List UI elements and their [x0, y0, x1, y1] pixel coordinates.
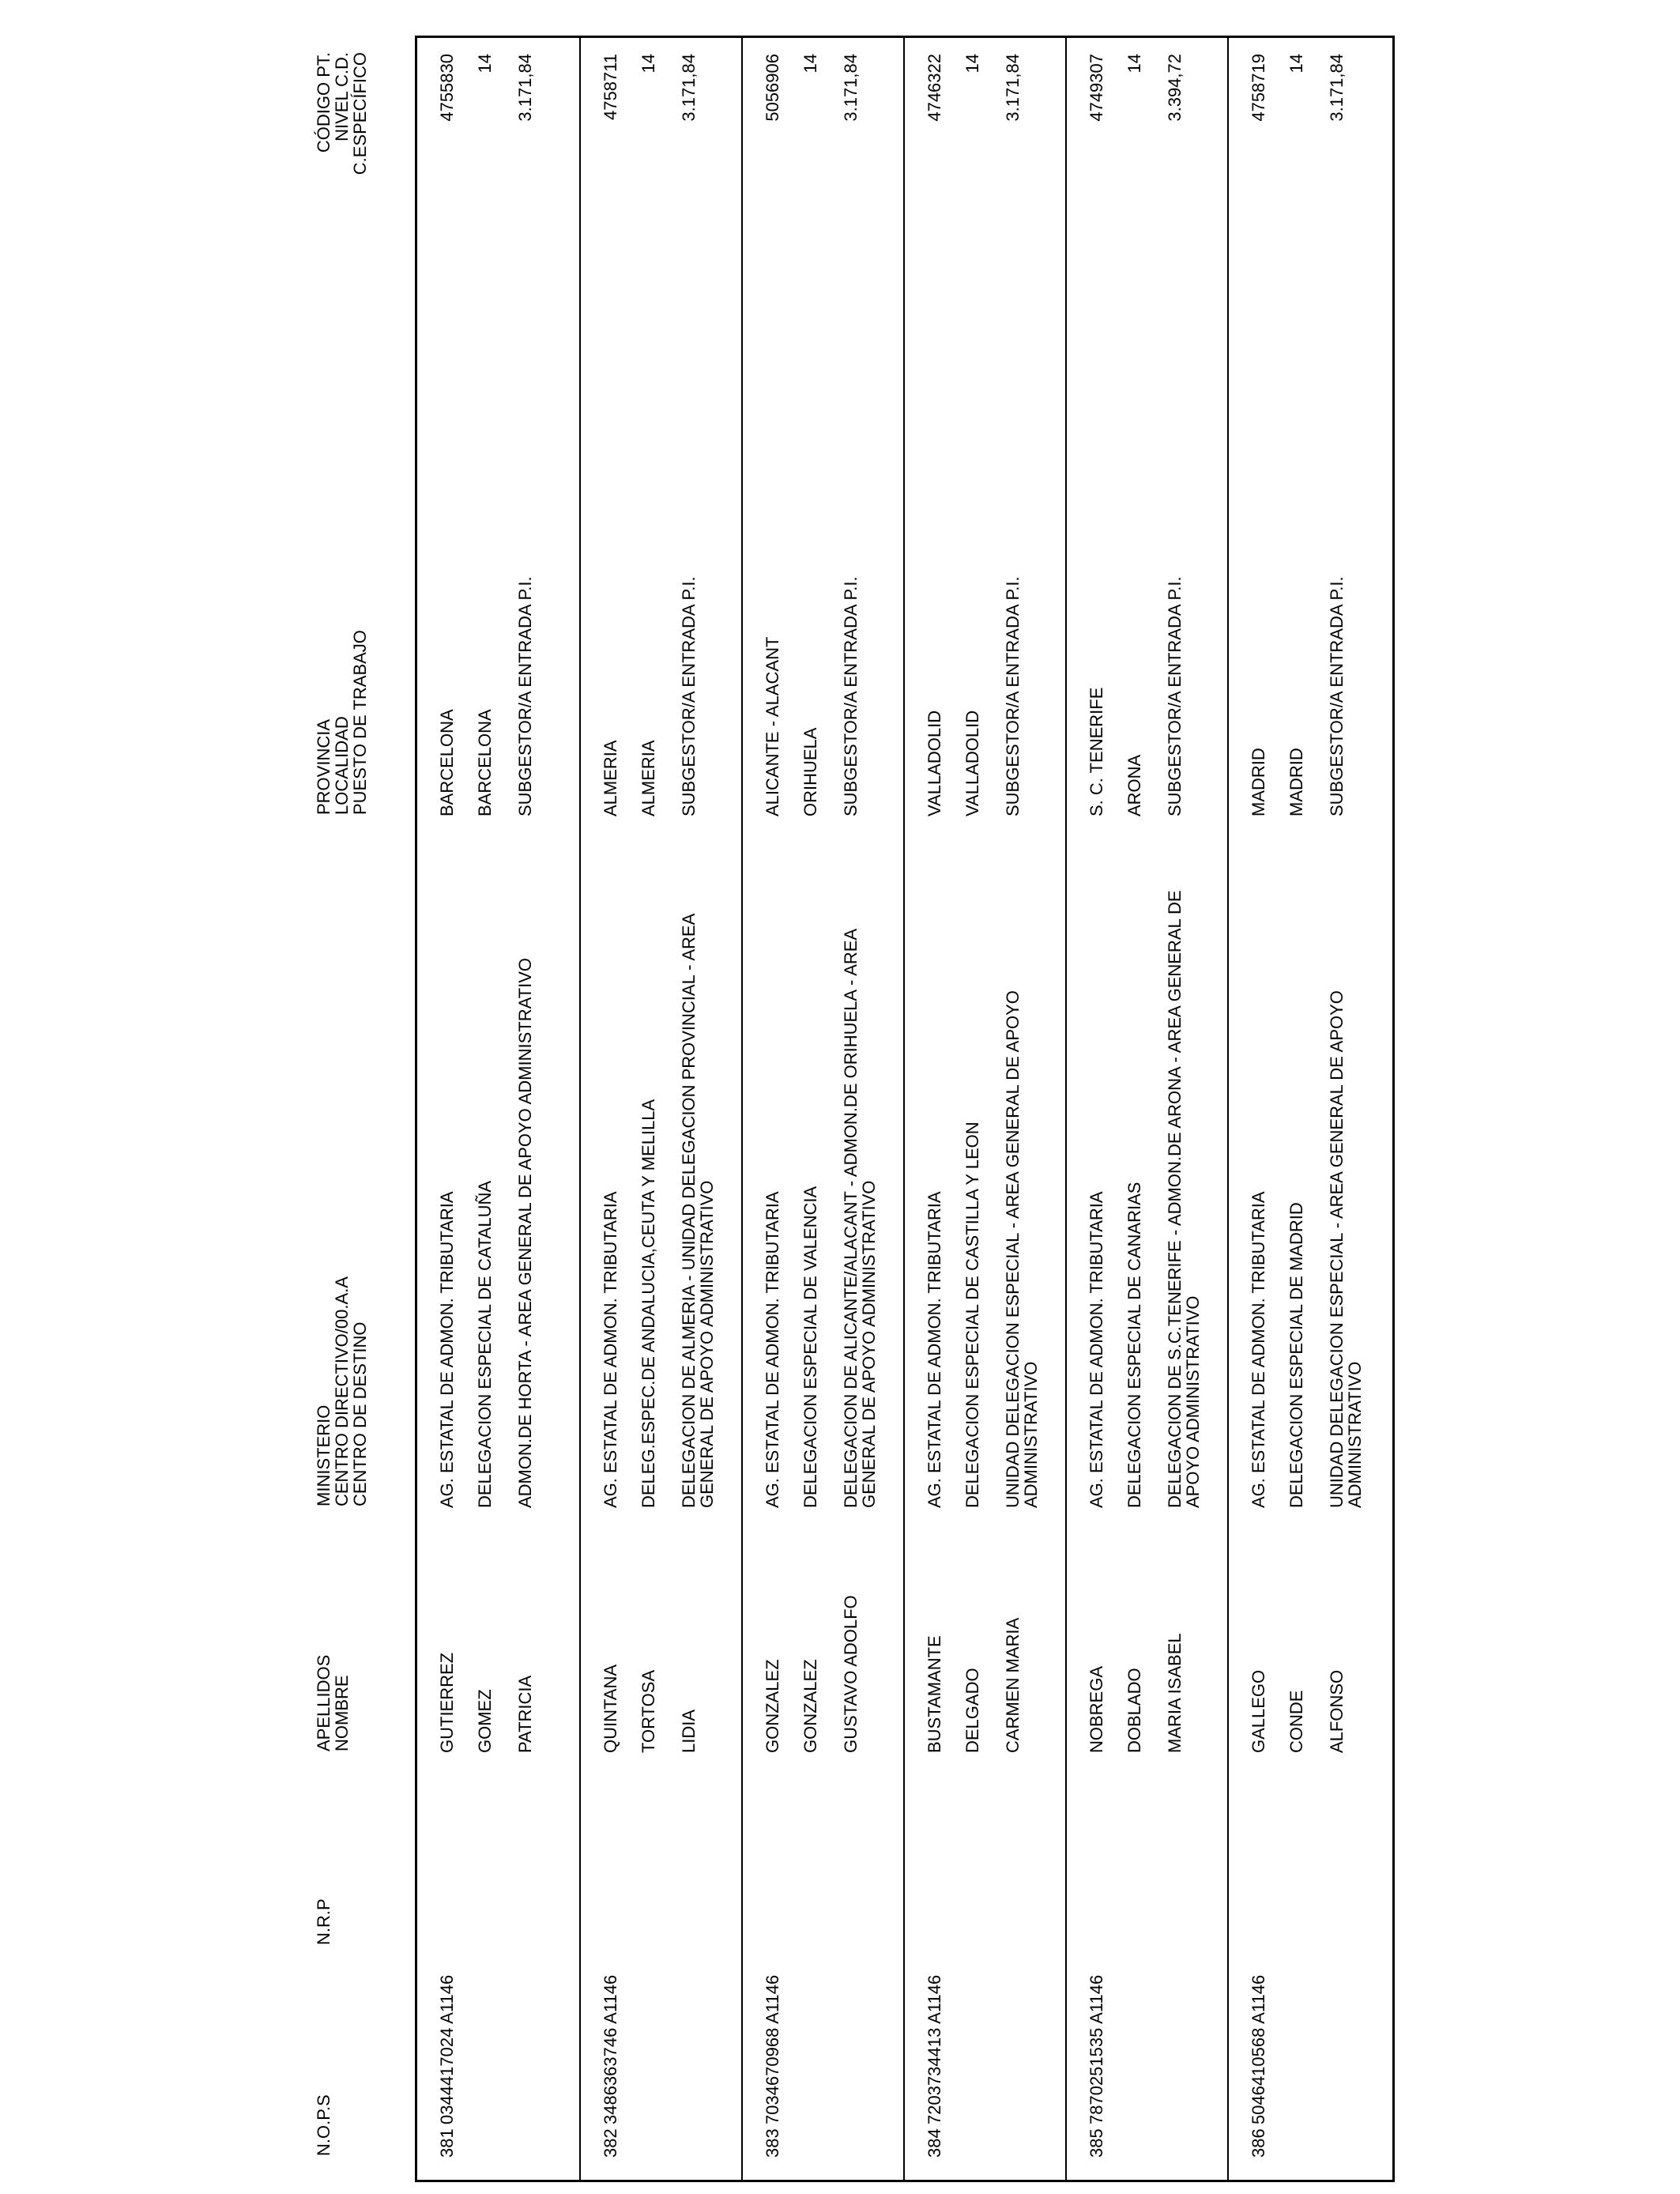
record-centro-directivo: DELEGACION ESPECIAL DE MADRID — [1286, 1202, 1306, 1508]
header-nops — [315, 2094, 333, 2156]
record-centro-directivo: DELEGACION ESPECIAL DE CANARIAS — [1124, 1182, 1144, 1508]
record-nrp: 0344417024 A1146 — [437, 1974, 457, 2124]
record-nrp: 7034670968 A1146 — [763, 1974, 782, 2124]
record-apellido1: QUINTANA — [601, 1664, 620, 1753]
record-384 — [903, 38, 1065, 2180]
record-codigo: 4758711 — [601, 54, 620, 121]
record-especifico: 3.171,84 — [841, 54, 861, 122]
record-nrp: 3486363746 A1146 — [601, 1974, 620, 2124]
record-especifico: 3.171,84 — [1003, 54, 1023, 122]
record-nivel: 14 — [962, 54, 982, 74]
record-ministerio: AG. ESTATAL DE ADMON. TRIBUTARIA — [1087, 1191, 1106, 1508]
record-nrp: 7870251535 A1146 — [1087, 1974, 1106, 2124]
record-nombre: PATRICIA — [515, 1675, 535, 1753]
record-especifico: 3.171,84 — [515, 54, 535, 122]
record-ministerio: AG. ESTATAL DE ADMON. TRIBUTARIA — [437, 1191, 457, 1508]
header-apellidos-nombre — [315, 1655, 351, 1751]
header-provincia-label: PROVINCIA — [314, 718, 333, 815]
record-puesto: SUBGESTOR/A ENTRADA P.I. — [841, 576, 861, 816]
record-codigo: 4758719 — [1249, 54, 1268, 122]
record-localidad: ARONA — [1124, 754, 1144, 816]
header-centro-directivo-label: CENTRO DIRECTIVO/00.A.A — [332, 1276, 352, 1506]
record-centro-directivo: DELEG.ESPEC.DE ANDALUCIA,CEUTA Y MELILLA — [638, 1099, 658, 1508]
header-codigo-label: CÓDIGO PT. — [314, 52, 333, 153]
record-ministerio: AG. ESTATAL DE ADMON. TRIBUTARIA — [925, 1191, 944, 1508]
header-apellidos-label: APELLIDOS — [314, 1654, 333, 1751]
record-apellido2: DELGADO — [962, 1668, 982, 1753]
record-centro-destino: DELEGACION DE ALMERIA - UNIDAD DELEGACION PROVINCIAL - AREA GENERAL DE APOYO ADMINISTRATIVO — [679, 914, 717, 1508]
record-provincia: BARCELONA — [437, 709, 457, 816]
record-centro-destino: ADMON.DE HORTA - AREA GENERAL DE APOYO ADMINISTRATIVO — [515, 958, 535, 1508]
record-localidad: VALLADOLID — [962, 710, 982, 816]
header-nops-label: N.O.P.S — [314, 2094, 333, 2156]
record-nombre: MARIA ISABEL — [1165, 1633, 1185, 1753]
record-nivel: 14 — [638, 54, 658, 74]
record-nops: 386 — [1249, 2128, 1268, 2158]
record-apellido1: GONZALEZ — [763, 1659, 782, 1753]
record-codigo: 4746322 — [925, 54, 944, 122]
record-localidad: ALMERIA — [638, 740, 658, 816]
record-381 — [417, 38, 579, 2180]
record-centro-destino: UNIDAD DELEGACION ESPECIAL - AREA GENERAL DE APOYO ADMINISTRATIVO — [1003, 990, 1041, 1508]
record-nops: 381 — [437, 2128, 457, 2158]
header-provincia — [315, 630, 369, 815]
record-nivel: 14 — [475, 54, 495, 74]
header-nombre-label: NOMBRE — [332, 1675, 352, 1751]
record-provincia: VALLADOLID — [925, 710, 944, 816]
record-localidad: BARCELONA — [475, 709, 495, 816]
header-localidad-label: LOCALIDAD — [332, 716, 352, 815]
header-ministerio-label: MINISTERIO — [314, 1404, 333, 1506]
record-383 — [741, 38, 903, 2180]
record-385 — [1065, 38, 1227, 2180]
record-ministerio: AG. ESTATAL DE ADMON. TRIBUTARIA — [763, 1191, 782, 1508]
header-especifico-label: C.ESPECÍFICO — [350, 52, 370, 175]
records-frame — [415, 36, 1395, 2182]
record-especifico: 3.394,72 — [1165, 54, 1185, 122]
header-centro-destino-label: CENTRO DE DESTINO — [350, 1321, 370, 1506]
record-nrp: 5046410568 A1146 — [1249, 1974, 1268, 2124]
record-apellido1: GUTIERREZ — [437, 1652, 457, 1753]
header-nrp — [315, 1898, 333, 1945]
record-puesto: SUBGESTOR/A ENTRADA P.I. — [1327, 576, 1347, 816]
record-centro-destino: DELEGACION DE S.C.TENERIFE - ADMON.DE ARONA - AREA GENERAL DE APOYO ADMINISTRATIVO — [1165, 890, 1203, 1508]
record-nrp: 7203734413 A1146 — [925, 1974, 944, 2124]
record-apellido2: TORTOSA — [638, 1669, 658, 1753]
record-localidad: ORIHUELA — [800, 727, 820, 816]
record-nombre: GUSTAVO ADOLFO — [841, 1595, 861, 1753]
record-puesto: SUBGESTOR/A ENTRADA P.I. — [515, 576, 535, 816]
record-nivel: 14 — [1286, 54, 1306, 74]
record-codigo: 5056906 — [763, 54, 782, 122]
record-nombre: ALFONSO — [1327, 1669, 1347, 1753]
record-localidad: MADRID — [1286, 748, 1306, 816]
record-provincia: ALMERIA — [601, 740, 620, 816]
record-provincia: ALICANTE - ALACANT — [763, 636, 782, 816]
record-especifico: 3.171,84 — [1327, 54, 1347, 122]
record-apellido1: GALLEGO — [1249, 1669, 1268, 1753]
record-nops: 382 — [601, 2128, 620, 2158]
record-codigo: 4749307 — [1087, 54, 1106, 122]
record-ministerio: AG. ESTATAL DE ADMON. TRIBUTARIA — [601, 1191, 620, 1508]
header-codigo — [315, 52, 369, 250]
record-puesto: SUBGESTOR/A ENTRADA P.I. — [679, 576, 699, 816]
header-nivel-label: NIVEL C.D. — [332, 52, 352, 141]
record-nops: 383 — [763, 2128, 782, 2158]
record-centro-directivo: DELEGACION ESPECIAL DE CASTILLA Y LEON — [962, 1122, 982, 1508]
record-centro-destino: DELEGACION DE ALICANTE/ALACANT - ADMON.DE ORIHUELA - AREA GENERAL DE APOYO ADMINISTRATIVO — [841, 929, 879, 1508]
record-provincia: S. C. TENERIFE — [1087, 687, 1106, 816]
record-apellido2: DOBLADO — [1124, 1668, 1144, 1753]
record-nivel: 14 — [1124, 54, 1144, 74]
record-puesto: SUBGESTOR/A ENTRADA P.I. — [1165, 576, 1185, 816]
record-apellido1: NOBREGA — [1087, 1665, 1106, 1753]
record-nombre: LIDIA — [679, 1709, 699, 1753]
record-382 — [579, 38, 741, 2180]
record-nombre: CARMEN MARIA — [1003, 1617, 1023, 1753]
record-provincia: MADRID — [1249, 748, 1268, 816]
record-puesto: SUBGESTOR/A ENTRADA P.I. — [1003, 576, 1023, 816]
record-nivel: 14 — [800, 54, 820, 74]
record-386 — [1227, 38, 1389, 2180]
record-apellido2: GOMEZ — [475, 1689, 495, 1753]
header-nrp-label: N.R.P — [314, 1898, 333, 1945]
record-apellido1: BUSTAMANTE — [925, 1635, 944, 1753]
record-apellido2: CONDE — [1286, 1690, 1306, 1753]
record-nops: 385 — [1087, 2128, 1106, 2158]
header-ministerio — [315, 1276, 369, 1506]
record-centro-directivo: DELEGACION ESPECIAL DE VALENCIA — [800, 1186, 820, 1508]
header-puesto-label: PUESTO DE TRABAJO — [350, 630, 370, 815]
record-centro-directivo: DELEGACION ESPECIAL DE CATALUÑA — [475, 1180, 495, 1508]
record-especifico: 3.171,84 — [679, 54, 699, 122]
record-apellido2: GONZALEZ — [800, 1659, 820, 1753]
record-centro-destino: UNIDAD DELEGACION ESPECIAL - AREA GENERAL DE APOYO ADMINISTRATIVO — [1327, 990, 1365, 1508]
record-ministerio: AG. ESTATAL DE ADMON. TRIBUTARIA — [1249, 1191, 1268, 1508]
record-codigo: 4755830 — [437, 54, 457, 122]
record-nops: 384 — [925, 2128, 944, 2158]
